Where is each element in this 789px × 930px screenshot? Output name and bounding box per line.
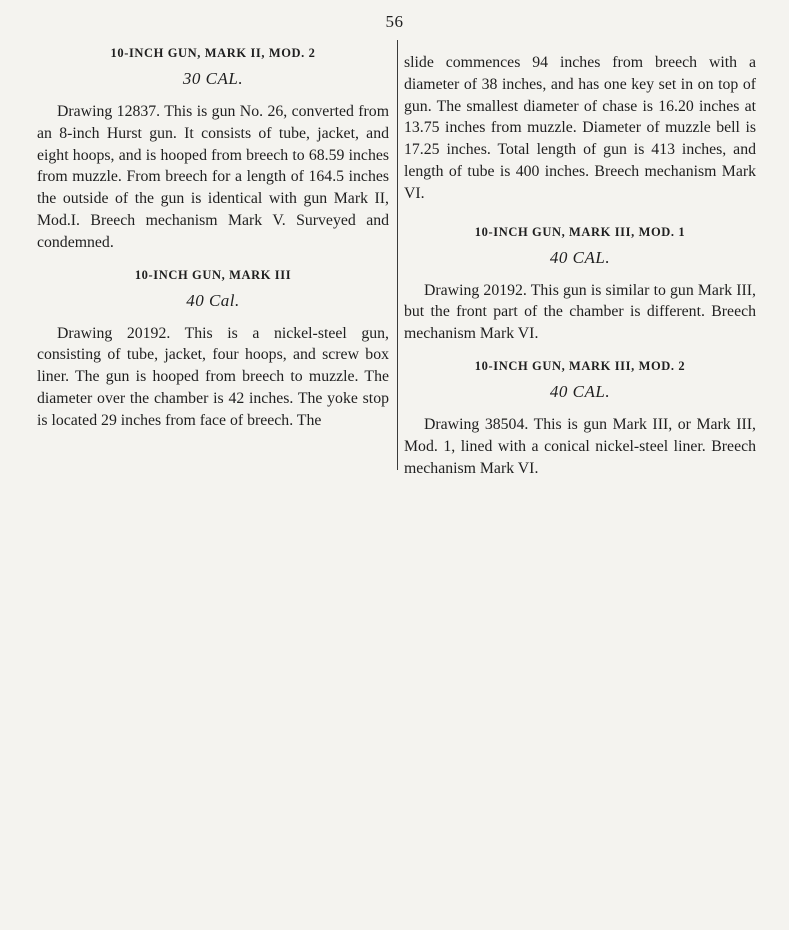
section-heading: 10-INCH GUN, MARK III, MOD. 2 xyxy=(474,358,686,373)
right-column xyxy=(404,52,756,493)
section-paragraph: Drawing 12837. This is gun No. 26, converted from an 8-inch Hurst gun. It consists of tube, jacket, and eight hoops, and is hooped from breech to 68.59 inches from muzzle. From breech for a length of 164.5 inches the outside of the gun is identical with gun Mark II, Mod.I. Breech mechanism Mark V. Surveyed and condemned. xyxy=(37,103,389,251)
section-caliber: 40 CAL. xyxy=(549,247,611,267)
section-heading: 10-INCH GUN, MARK III xyxy=(134,267,292,282)
section-heading: 10-INCH GUN, MARK II, MOD. 2 xyxy=(110,46,316,60)
section-paragraph: Drawing 20192. This gun is similar to gun Mark III, but the front part of the chamber is different. Breech mechanism Mark VI. xyxy=(404,281,756,343)
section-paragraph: Drawing 38504. This is gun Mark III, or Mark III, Mod. 1, lined with a conical nickel-steel liner. Breech mechanism Mark VI. xyxy=(404,415,756,477)
section-heading: 10-INCH GUN, MARK III, MOD. 1 xyxy=(474,224,686,239)
left-column xyxy=(37,46,389,446)
column-divider xyxy=(397,40,398,470)
page-number: 56 xyxy=(385,12,404,31)
continued-paragraph: slide commences 94 inches from breech with a diameter of 38 inches, and has one key set in on top of gun. The smallest diameter of chase is 16.20 inches at 13.75 inches from muzzle. Diameter of muzzle bell is 17.25 inches. Total length of gun is 413 inches, and length of tube is 400 inches. Breech mechanism Mark VI. xyxy=(404,54,756,202)
section-caliber: 40 Cal. xyxy=(186,290,240,310)
section-caliber: 30 CAL. xyxy=(182,69,244,88)
section-caliber: 40 CAL. xyxy=(549,381,611,401)
section-paragraph: Drawing 20192. This is a nickel-steel gun, consisting of tube, jacket, four hoops, and screw box liner. The gun is hooped from breech to muzzle. The diameter over the chamber is 42 inches. The yoke stop is located 29 inches from face of breech. The xyxy=(37,324,389,429)
